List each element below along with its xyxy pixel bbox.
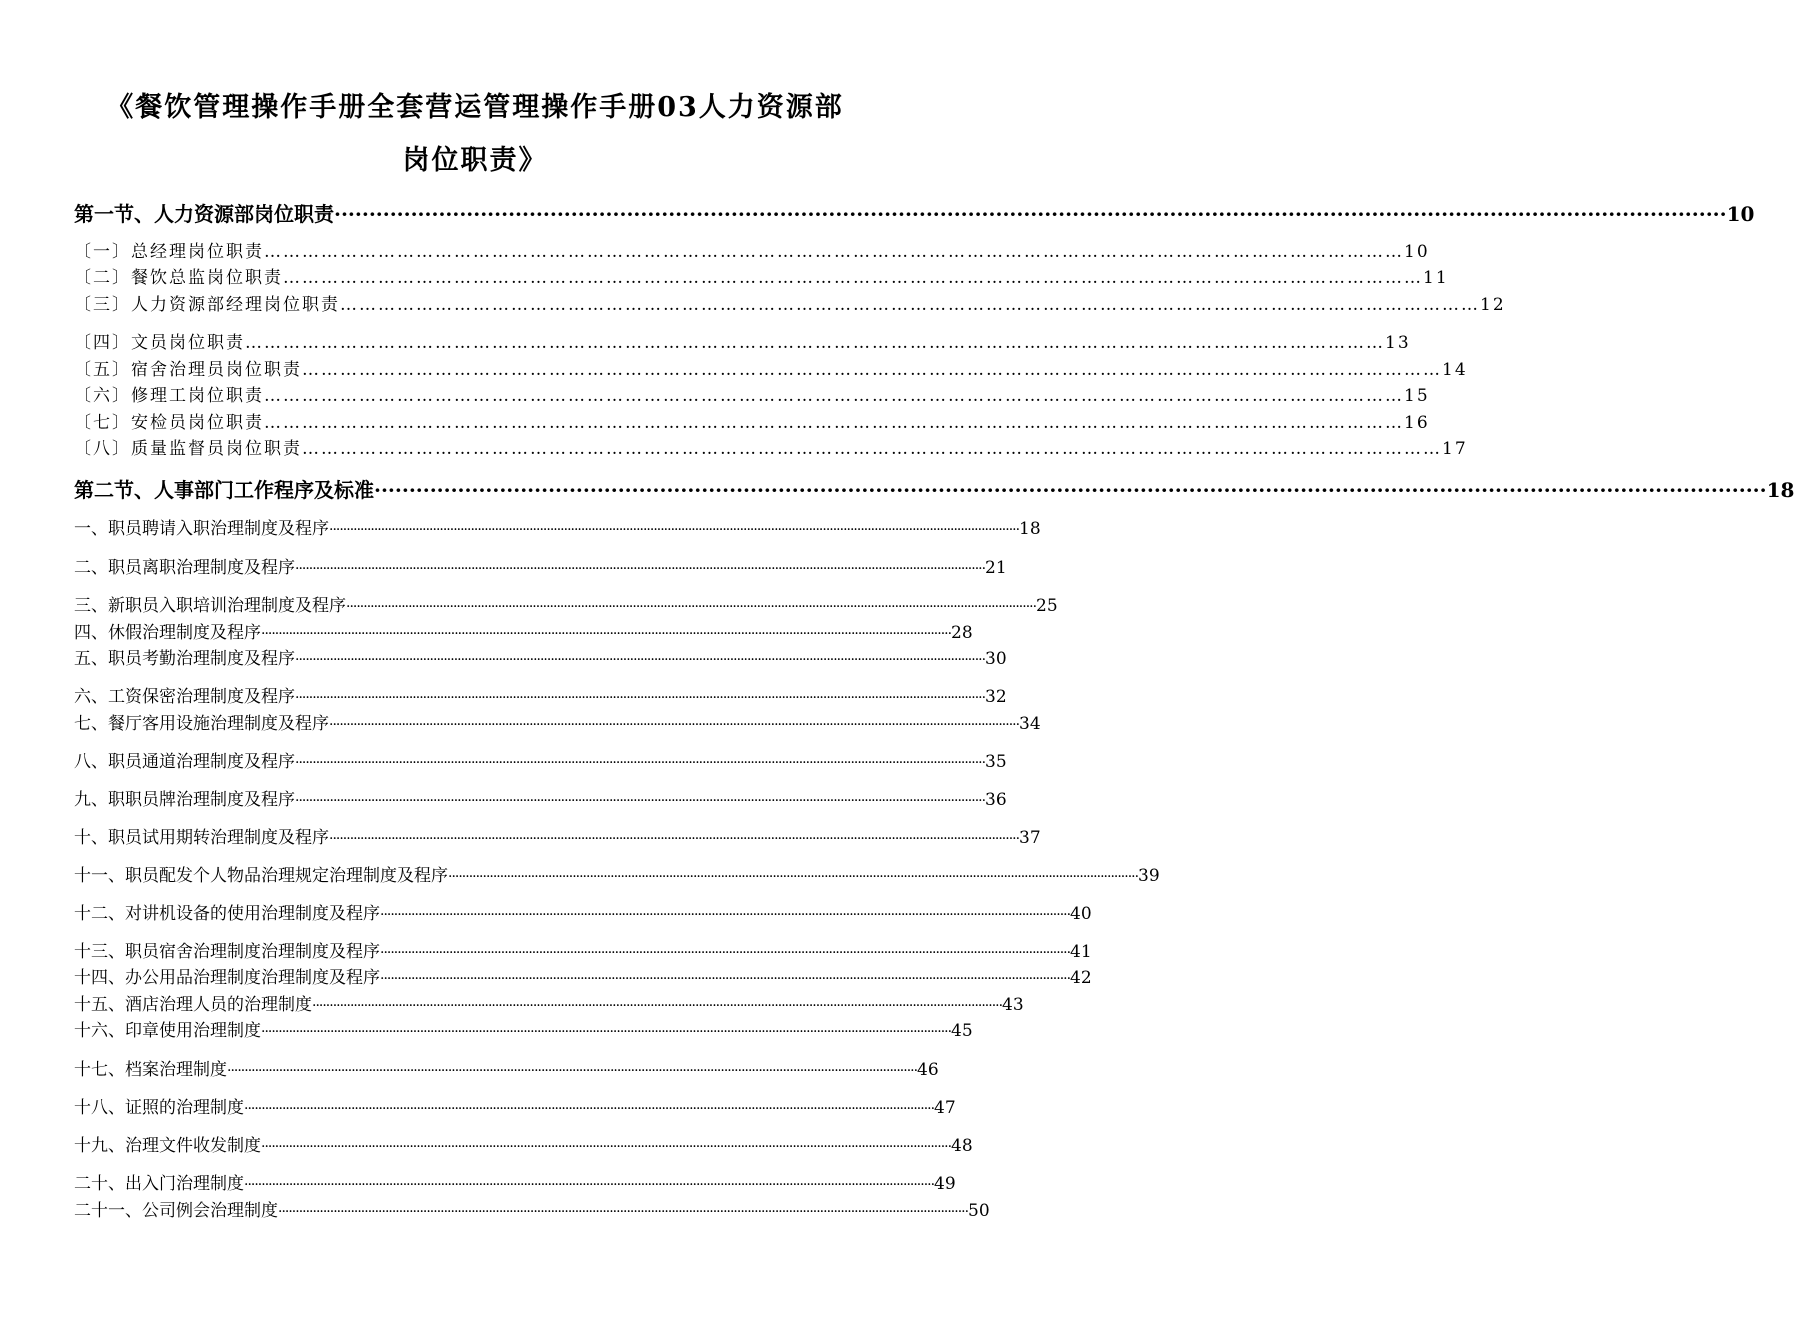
toc-entry[interactable] xyxy=(74,682,1007,707)
toc-entry-label: 十五、酒店治理人员的治理制度 xyxy=(74,995,312,1015)
toc-leader-dots: ……………………………………………………………………………………………………………………………………………………………… xyxy=(302,360,1442,380)
toc-entry-label: 二十一、公司例会治理制度 xyxy=(74,1201,278,1221)
toc-entry-label: 七、餐厅客用设施治理制度及程序 xyxy=(74,714,329,734)
toc-entry-label: 九、职职员牌治理制度及程序 xyxy=(74,790,295,810)
toc-leader-dots: ……………………………………………………………………………………………………………………………………………………………… xyxy=(283,268,1423,288)
toc-page-number: 13 xyxy=(1385,333,1411,353)
toc-page-number: 21 xyxy=(985,558,1007,578)
toc-page-number: 35 xyxy=(985,752,1007,772)
toc-entry[interactable] xyxy=(74,937,1092,962)
toc-page-number: 47 xyxy=(934,1098,956,1118)
toc-leader-dots: ········································································································································································································ xyxy=(380,971,1071,987)
toc-page-number: 45 xyxy=(951,1021,973,1041)
toc-entry[interactable] xyxy=(74,355,1468,380)
toc-leader-dots: ········································································································································································································ xyxy=(244,1101,935,1117)
toc-leader-dots: ········································································································································································································ xyxy=(334,202,1727,226)
toc-entry-label: 〔八〕质量监督员岗位职责 xyxy=(74,439,302,459)
toc-entry-label: 十、职员试用期转治理制度及程序 xyxy=(74,828,329,848)
toc-entry[interactable] xyxy=(74,823,1041,848)
toc-page-number: 37 xyxy=(1019,828,1041,848)
toc-entry[interactable] xyxy=(74,1169,956,1194)
toc-entry-label: 十八、证照的治理制度 xyxy=(74,1098,244,1118)
toc-page-number: 14 xyxy=(1442,360,1468,380)
toc-entry[interactable] xyxy=(74,1055,939,1080)
toc-entry-label: 二十、出入门治理制度 xyxy=(74,1174,244,1194)
toc-page-number: 39 xyxy=(1138,866,1160,886)
toc-leader-dots: ········································································································································································································ xyxy=(261,1024,952,1040)
toc-page-number: 18 xyxy=(1766,478,1794,502)
toc-page-number: 46 xyxy=(917,1060,939,1080)
toc-entry-label: 十三、职员宿舍治理制度治理制度及程序 xyxy=(74,942,380,962)
toc-page-number: 25 xyxy=(1036,596,1058,616)
toc-page-number: 36 xyxy=(985,790,1007,810)
toc-entry-label: 二、职员离职治理制度及程序 xyxy=(74,558,295,578)
toc-entry[interactable] xyxy=(74,514,1041,539)
toc-entry[interactable] xyxy=(74,237,1430,262)
toc-leader-dots: ……………………………………………………………………………………………………………………………………………………………… xyxy=(264,242,1404,262)
toc-leader-dots: ········································································································································································································ xyxy=(312,998,1003,1014)
toc-entry-label: 十二、对讲机设备的使用治理制度及程序 xyxy=(74,904,380,924)
toc-leader-dots: ········································································································································································································ xyxy=(380,907,1071,923)
toc-entry[interactable] xyxy=(74,963,1092,988)
toc-page-number: 11 xyxy=(1423,268,1449,288)
toc-leader-dots: ········································································································································································································ xyxy=(261,1139,952,1155)
toc-page-number: 48 xyxy=(951,1136,973,1156)
toc-entry-label: 十四、办公用品治理制度治理制度及程序 xyxy=(74,968,380,988)
toc-page-number: 12 xyxy=(1480,295,1506,315)
toc-leader-dots: ········································································································································································································ xyxy=(227,1063,918,1079)
toc-page-number: 17 xyxy=(1442,439,1468,459)
toc-leader-dots: ········································································································································································································ xyxy=(346,599,1037,615)
toc-leader-dots: ········································································································································································································ xyxy=(295,793,986,809)
toc-entry-label: 十九、治理文件收发制度 xyxy=(74,1136,261,1156)
toc-entry-label: 〔一〕总经理岗位职责 xyxy=(74,242,264,262)
toc-entry-label: 〔五〕宿舍治理员岗位职责 xyxy=(74,360,302,380)
toc-page-number: 43 xyxy=(1002,995,1024,1015)
toc-leader-dots: ········································································································································································································ xyxy=(244,1177,935,1193)
toc-entry[interactable] xyxy=(74,408,1430,433)
toc-page-number: 10 xyxy=(1726,202,1755,226)
toc-entry-label: 〔六〕修理工岗位职责 xyxy=(74,386,264,406)
toc-entry[interactable] xyxy=(74,591,1058,616)
toc-leader-dots: ……………………………………………………………………………………………………………………………………………………………… xyxy=(302,439,1442,459)
toc-page-number: 50 xyxy=(968,1201,990,1221)
toc-leader-dots: ……………………………………………………………………………………………………………………………………………………………… xyxy=(264,413,1404,433)
toc-entry-label: 三、新职员入职培训治理制度及程序 xyxy=(74,596,346,616)
toc-entry-label: 十六、印章使用治理制度 xyxy=(74,1021,261,1041)
toc-entry-label: 十七、档案治理制度 xyxy=(74,1060,227,1080)
toc-leader-dots: ········································································································································································································ xyxy=(278,1204,969,1220)
toc-page-number: 42 xyxy=(1070,968,1092,988)
toc-page-number: 32 xyxy=(985,687,1007,707)
toc-leader-dots: ········································································································································································································ xyxy=(380,945,1071,961)
toc-section-2[interactable] xyxy=(74,474,1794,503)
document-title-line-1: 《餐饮管理操作手册全套营运管理操作手册03人力资源部 xyxy=(106,92,844,123)
toc-entry-label: 四、休假治理制度及程序 xyxy=(74,623,261,643)
toc-page-number: 28 xyxy=(951,623,973,643)
toc-leader-dots: ········································································································································································································ xyxy=(295,652,986,668)
toc-entry-label: 五、职员考勤治理制度及程序 xyxy=(74,649,295,669)
toc-entry[interactable] xyxy=(74,1016,973,1041)
toc-leader-dots: ········································································································································································································ xyxy=(329,831,1020,847)
toc-entry[interactable] xyxy=(74,1093,956,1118)
toc-leader-dots: ……………………………………………………………………………………………………………………………………………………………… xyxy=(264,386,1404,406)
toc-entry[interactable] xyxy=(74,1196,990,1221)
toc-leader-dots: ········································································································································································································ xyxy=(374,478,1767,502)
toc-page-number: 41 xyxy=(1070,942,1092,962)
toc-entry-label: 八、职员通道治理制度及程序 xyxy=(74,752,295,772)
toc-leader-dots: ········································································································································································································ xyxy=(448,869,1139,885)
toc-entry[interactable] xyxy=(74,328,1411,353)
toc-entry-label: 〔三〕人力资源部经理岗位职责 xyxy=(74,295,340,315)
toc-entry[interactable] xyxy=(74,434,1468,459)
toc-entry-label: 〔二〕餐饮总监岗位职责 xyxy=(74,268,283,288)
toc-leader-dots: ········································································································································································································ xyxy=(329,522,1020,538)
toc-section-1[interactable] xyxy=(74,198,1755,227)
document-title-line-2: 岗位职责》 xyxy=(402,145,548,176)
toc-page-number: 15 xyxy=(1404,386,1430,406)
toc-entry[interactable] xyxy=(74,553,1007,578)
toc-leader-dots: ……………………………………………………………………………………………………………………………………………………………… xyxy=(340,295,1480,315)
toc-entry-label: 六、工资保密治理制度及程序 xyxy=(74,687,295,707)
toc-entry-label: 〔四〕文员岗位职责 xyxy=(74,333,245,353)
toc-page-number: 34 xyxy=(1019,714,1041,734)
toc-entry[interactable] xyxy=(74,747,1007,772)
toc-page-number: 18 xyxy=(1019,519,1041,539)
toc-entry[interactable] xyxy=(74,381,1430,406)
toc-entry[interactable] xyxy=(74,263,1449,288)
toc-page-number: 40 xyxy=(1070,904,1092,924)
toc-page-number: 10 xyxy=(1404,242,1430,262)
toc-entry[interactable] xyxy=(74,899,1092,924)
toc-entry[interactable] xyxy=(74,785,1007,810)
toc-leader-dots: ········································································································································································································ xyxy=(295,561,986,577)
toc-entry[interactable] xyxy=(74,618,973,643)
toc-leader-dots: ········································································································································································································ xyxy=(295,755,986,771)
toc-leader-dots: ········································································································································································································ xyxy=(261,626,952,642)
toc-page-number: 30 xyxy=(985,649,1007,669)
toc-page-number: 16 xyxy=(1404,413,1430,433)
toc-leader-dots: ……………………………………………………………………………………………………………………………………………………………… xyxy=(245,333,1385,353)
toc-entry-label: 〔七〕安检员岗位职责 xyxy=(74,413,264,433)
toc-entry[interactable] xyxy=(74,1131,973,1156)
toc-entry[interactable] xyxy=(74,861,1160,886)
toc-section-label: 第一节、人力资源部岗位职责 xyxy=(74,202,334,226)
toc-entry[interactable] xyxy=(74,709,1041,734)
toc-entry[interactable] xyxy=(74,644,1007,669)
toc-leader-dots: ········································································································································································································ xyxy=(295,690,986,706)
toc-page-number: 49 xyxy=(934,1174,956,1194)
toc-entry-label: 十一、职员配发个人物品治理规定治理制度及程序 xyxy=(74,866,448,886)
toc-entry-label: 一、职员聘请入职治理制度及程序 xyxy=(74,519,329,539)
toc-entry[interactable] xyxy=(74,290,1506,315)
toc-entry[interactable] xyxy=(74,990,1024,1015)
toc-section-label: 第二节、人事部门工作程序及标准 xyxy=(74,478,374,502)
toc-leader-dots: ········································································································································································································ xyxy=(329,717,1020,733)
